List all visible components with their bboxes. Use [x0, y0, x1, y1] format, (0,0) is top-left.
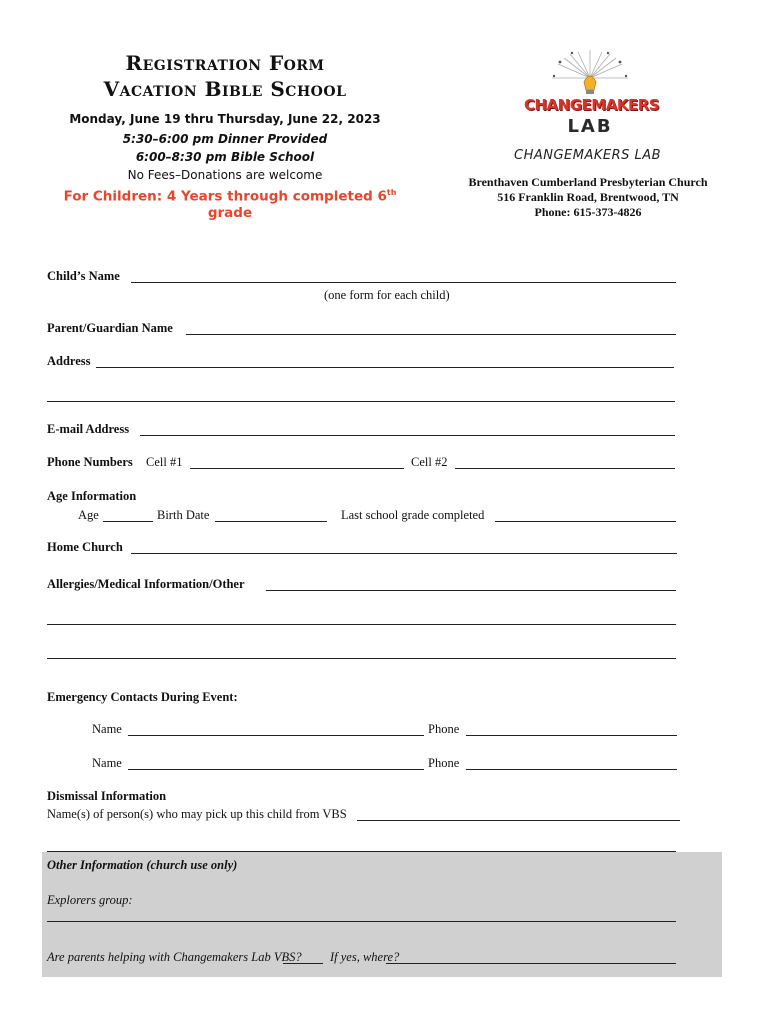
ec1-name-field[interactable]: [128, 735, 424, 736]
pickup-field-1[interactable]: [357, 820, 680, 821]
explorers-label: Explorers group:: [47, 893, 133, 907]
ec1-phone-label: Phone: [428, 722, 460, 736]
birth-date-label: Birth Date: [157, 508, 210, 522]
age-range-post: grade: [207, 204, 253, 221]
ec2-phone-field[interactable]: [466, 769, 677, 770]
phone-numbers-label: Phone Numbers: [47, 455, 133, 469]
church-name: Brenthaven Cumberland Presbyterian Church: [468, 175, 708, 189]
title-line-2: Vacation Bible School: [103, 77, 347, 101]
child-name-field[interactable]: [131, 282, 676, 283]
ec2-name-label: Name: [92, 756, 122, 770]
event-dates: Monday, June 19 thru Thursday, June 22, 2023: [69, 112, 381, 126]
age-range-sup: th: [386, 188, 397, 197]
cell1-label: Cell #1: [146, 455, 183, 469]
ec2-phone-label: Phone: [428, 756, 460, 770]
dismissal-label: Dismissal Information: [47, 789, 167, 803]
last-grade-label: Last school grade completed: [341, 508, 485, 522]
age-range-text: For Children: 4 Years through completed 6: [63, 188, 387, 205]
church-address: 516 Franklin Road, Brentwood, TN: [497, 190, 679, 204]
logo-text-bottom: LAB: [567, 116, 613, 137]
helping-field[interactable]: [283, 963, 323, 964]
parent-label: Parent/Guardian Name: [47, 321, 173, 335]
church-contact: [460, 175, 716, 220]
cell1-field[interactable]: [190, 468, 404, 469]
cell2-field[interactable]: [455, 468, 675, 469]
address-field-1[interactable]: [96, 367, 674, 368]
program-name: CHANGEMAKERS LAB: [514, 148, 662, 163]
emergency-label: Emergency Contacts During Event:: [47, 690, 238, 704]
child-name-note: (one form for each child): [324, 288, 450, 302]
allergies-field-1[interactable]: [266, 590, 676, 591]
fees-note: No Fees–Donations are welcome: [127, 168, 323, 182]
home-church-field[interactable]: [131, 553, 677, 554]
where-label: If yes, where?: [330, 950, 400, 964]
school-time: 6:00–8:30 pm Bible School: [135, 150, 315, 164]
explorers-field[interactable]: [47, 921, 676, 922]
church-use-heading: Other Information (church use only): [47, 858, 238, 872]
parent-field[interactable]: [186, 334, 676, 335]
where-field[interactable]: [386, 963, 676, 964]
ec1-phone-field[interactable]: [466, 735, 677, 736]
ec2-name-field[interactable]: [128, 769, 424, 770]
address-label: Address: [47, 354, 91, 368]
cell2-label: Cell #2: [411, 455, 448, 469]
title-line-1: Registration Form: [125, 51, 325, 75]
email-label: E-mail Address: [47, 422, 130, 436]
logo-text-top: CHANGEMAKERS: [524, 96, 660, 114]
child-name-label: Child’s Name: [47, 269, 120, 283]
dinner-time: 5:30–6:00 pm Dinner Provided: [122, 132, 328, 146]
address-field-2[interactable]: [47, 401, 675, 402]
age-range: [60, 188, 400, 221]
allergies-label: Allergies/Medical Information/Other: [47, 577, 245, 591]
form-title: [60, 50, 390, 102]
pickup-label: Name(s) of person(s) who may pick up this child from VBS: [47, 807, 347, 821]
changemakers-logo: [520, 48, 660, 143]
birth-date-field[interactable]: [215, 521, 327, 522]
age-field[interactable]: [103, 521, 153, 522]
helping-label: Are parents helping with Changemakers Lab VBS?: [47, 950, 302, 964]
age-label: Age: [78, 508, 99, 522]
allergies-field-3[interactable]: [47, 658, 676, 659]
church-phone: Phone: 615-373-4826: [534, 205, 642, 219]
home-church-label: Home Church: [47, 540, 123, 554]
last-grade-field[interactable]: [495, 521, 676, 522]
allergies-field-2[interactable]: [47, 624, 676, 625]
email-field[interactable]: [140, 435, 675, 436]
age-info-label: Age Information: [47, 489, 137, 503]
ec1-name-label: Name: [92, 722, 122, 736]
